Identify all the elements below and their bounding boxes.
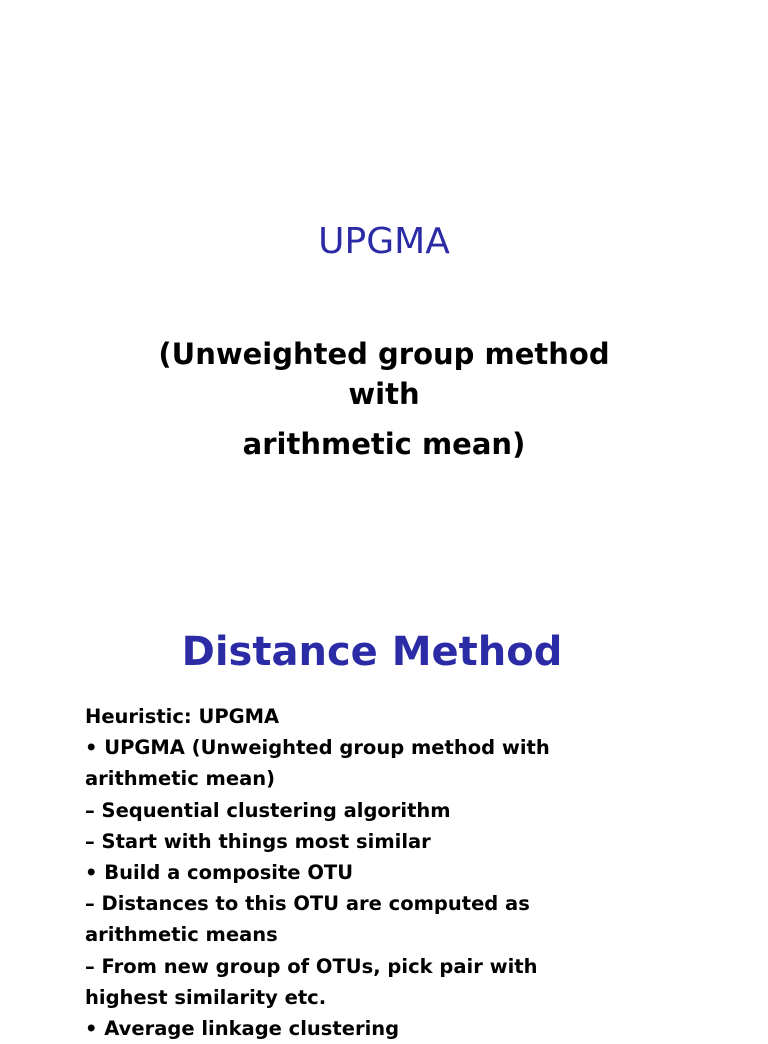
list-item: arithmetic means — [85, 923, 278, 947]
list-item: – Start with things most similar — [85, 829, 431, 853]
list-item: arithmetic mean) — [85, 767, 276, 791]
subtitle-line: arithmetic mean) — [242, 427, 526, 461]
list-item: Heuristic: UPGMA — [85, 705, 280, 728]
list-item: – Distances to this OTU are computed as — [85, 892, 530, 916]
subtitle-line: with — [348, 377, 420, 411]
list-item: • UPGMA (Unweighted group method with — [85, 736, 550, 760]
list-item: – From new group of OTUs, pick pair with — [85, 954, 538, 978]
list-item: • Build a composite OTU — [85, 861, 354, 885]
slide-title-distance-method: Distance Method — [181, 629, 563, 675]
subtitle-line: (Unweighted group method — [158, 337, 610, 371]
list-item: • Average linkage clustering — [85, 1017, 400, 1041]
slide-body-list — [85, 701, 745, 1044]
list-item: highest similarity etc. — [85, 985, 327, 1009]
list-item: – Sequential clustering algorithm — [85, 798, 451, 822]
slide-subtitle — [0, 334, 768, 464]
slide-title-upgma: UPGMA — [318, 221, 450, 262]
